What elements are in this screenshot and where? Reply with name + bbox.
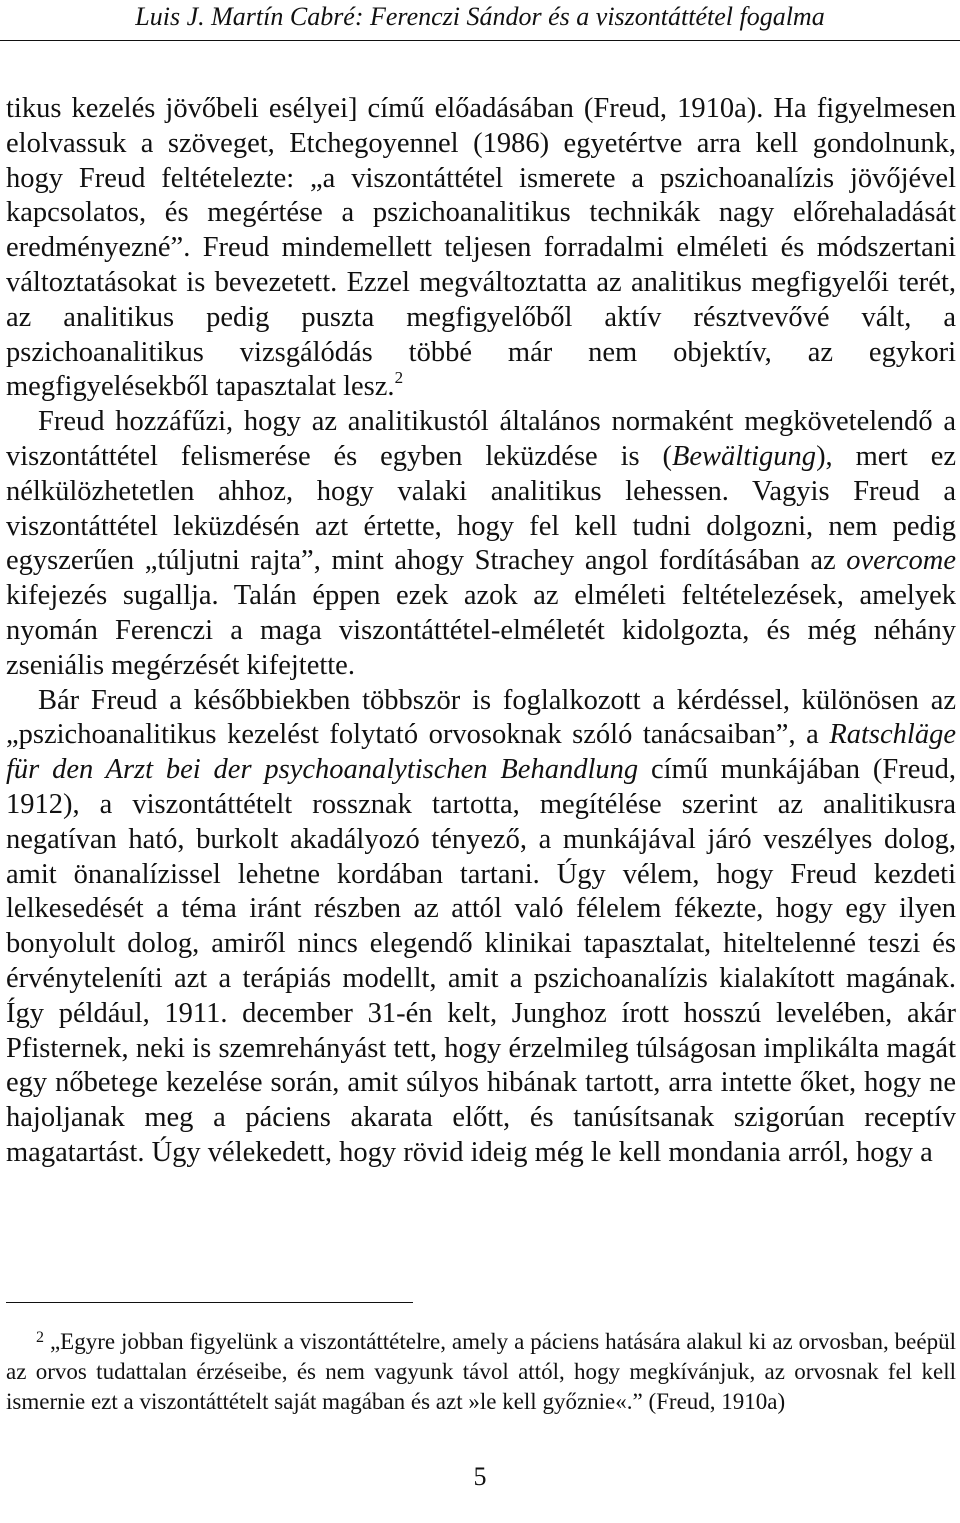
paragraph-1-text: tikus kezelés jövőbeli esélyei] című előadásában (Freud, 1910a). Ha figyelmesen elolvassuk a szöveget, Etchegoyennel (1986) egyetértve arra kell gondolnunk, hogy Freud feltételezte: „a viszontáttétel ismerete a pszichoanalízis jövőjével kapcsolatos, és megértése a pszichoanalitikus technikák nagy előrehaladását eredményezné”. Freud mindemellett teljesen forradalmi elméleti és módszertani változtatásokat is bevezetett. Ezzel megváltoztatta az analitikus megfigyelői terét, az analitikus pedig puszta megfigyelőből aktív résztvevővé vált, a pszichoanalitikus vizsgálódás többé már nem objektív, az egykori megfigyelésekből tapasztalat lesz. <box>6 93 956 403</box>
work-title-ratschlage: Ratschläge für den Arzt bei der psychoanalytischen Behandlung <box>6 719 956 786</box>
paragraph-1 <box>6 92 956 405</box>
page-number: 5 <box>473 1462 487 1491</box>
footnote <box>6 1327 956 1417</box>
header-rule <box>0 40 960 41</box>
running-header: Luis J. Martín Cabré: Ferenczi Sándor és a viszontáttétel fogalma <box>135 2 825 31</box>
paragraph-3-text-a: Bár Freud a későbbiekben többször is foglalkozott a kérdéssel, különösen az „pszichoanalitikus kezelést folytató orvosoknak szóló tanácsaiban”, a <box>6 684 956 751</box>
body-text <box>6 92 956 1171</box>
footnote-rule <box>6 1302 413 1303</box>
footnote-number: 2 <box>36 1329 44 1346</box>
paragraph-3 <box>6 684 956 1171</box>
term-bewaltigung: Bewältigung <box>671 440 817 472</box>
paragraph-2 <box>6 405 956 683</box>
paragraph-2-text-a: Freud hozzáfűzi, hogy az analitikustól általános normaként megkövetelendő a viszontáttétel felismerése és egyben leküzdése is ( <box>6 406 956 472</box>
footnote-reference[interactable]: 2 <box>394 368 404 388</box>
paragraph-2-text-c: kifejezés sugallja. Talán éppen ezek azok az elméleti feltételezések, amelyek nyomán Ferenczi a maga viszontáttétel-elméletét kidolgozta, és még néhány zseniális megérzését kifejtette. <box>6 580 956 681</box>
footnote-text: „Egyre jobban figyelünk a viszontáttételre, amely a páciens hatására alakul ki az orvosban, beépül az orvos tudattalan érzéseibe, és nem vagyunk távol attól, hogy megkívánjuk, az orvosnak fel kell ismernie ezt a viszontáttételt saját magában és azt »le kell győznie«.” (Freud, 1910a) <box>6 1329 956 1414</box>
paragraph-2-text-b: ), mert ez nélkülözhetetlen ahhoz, hogy valaki analitikus lehessen. Vagyis Freud a viszontáttétel leküzdésén azt értette, hogy fel kell tudni dolgozni, nem pedig egyszerűen „túljutni rajta”, mint ahogy Strachey angol fordításában az <box>6 440 956 577</box>
term-overcome: overcome <box>846 545 956 577</box>
paragraph-3-text-b: című munkájában (Freud, 1912), a viszontáttételt rossznak tartotta, megítélése szerint az analitikusra negatívan ható, burkolt akadályozó tényező, a munkájával járó veszélyes dolog, amit önanalízissel lehetne kordában tartani. Úgy vélem, hogy Freud kezdeti lelkesedését a téma iránt részben az attól való félelem fékezte, hogy egy ilyen bonyolult dolog, amiről nincs elegendő klinikai tapasztalat, hiteltelenné teszi és érvényteleníti azt a terápiás modellt, amit a pszichoanalízis kialakított magának. Így például, 1911. december 31-én kelt, Junghoz írott hosszú levelében, akár Pfisternek, neki is szemrehányást tett, hogy érzelmileg túlságosan implikálta magát egy nőbetege kezelése során, amit súlyos hibának tartott, arra intette őket, hogy ne hajoljanak meg a páciens akarata előtt, és tanúsítsanak szigorúan receptív magatartást. Úgy vélekedett, hogy rövid ideig még le kell mondania arról, hogy a <box>6 754 956 1168</box>
